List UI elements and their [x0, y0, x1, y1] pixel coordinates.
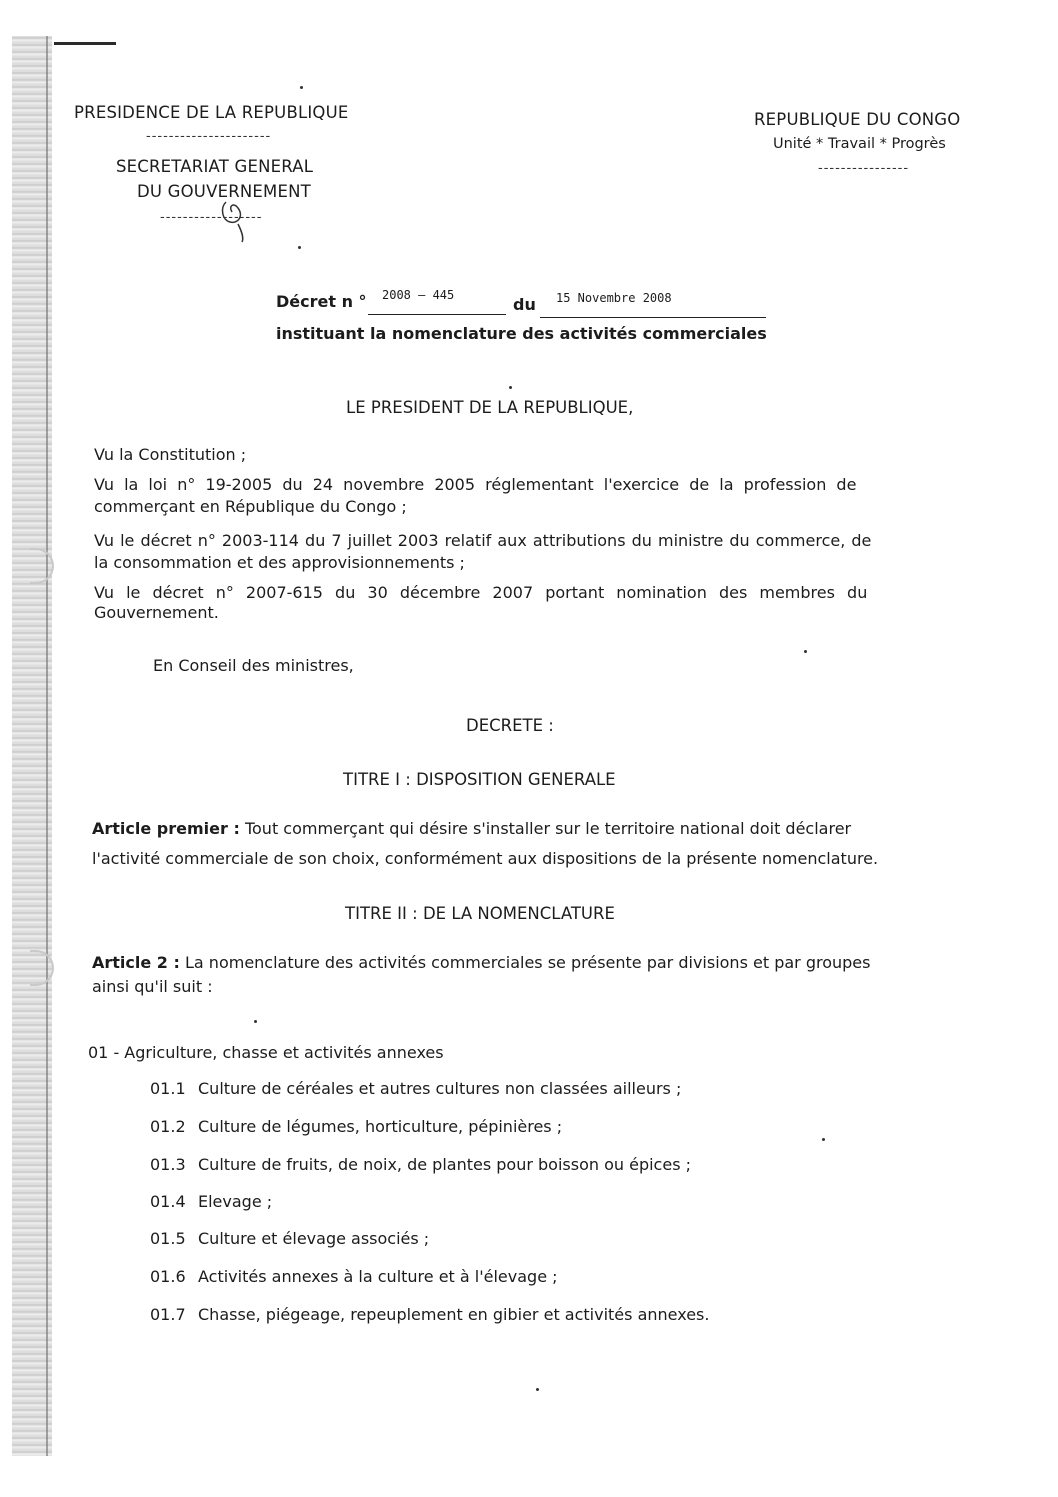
scan-speck: [254, 1020, 257, 1023]
presidence-title: PRESIDENCE DE LA REPUBLIQUE: [74, 103, 349, 122]
group-number: 01.5: [150, 1229, 186, 1248]
handwritten-mark: [218, 194, 258, 244]
scan-speck: [822, 1138, 825, 1141]
republique-title: REPUBLIQUE DU CONGO: [754, 110, 961, 129]
group-number: 01.4: [150, 1192, 186, 1211]
visa-line: commerçant en République du Congo ;: [94, 497, 407, 516]
visa-line: Vu le décret n° 2007-615 du 30 décembre 2007 portant nomination des membres du: [94, 583, 868, 602]
group-text: Activités annexes à la culture et à l'élevage ;: [198, 1267, 558, 1286]
national-motto: Unité * Travail * Progrès: [773, 136, 946, 152]
visa-line: la consommation et des approvisionnements ;: [94, 553, 465, 572]
secretariat-line1: SECRETARIAT GENERAL: [116, 157, 314, 176]
conseil-line: En Conseil des ministres,: [153, 656, 354, 675]
visa-line: Vu le décret n° 2003-114 du 7 juillet 2003 relatif aux attributions du ministre du commerce, de: [94, 531, 872, 550]
decree-number: 2008 – 445: [382, 288, 455, 302]
scan-speck: [298, 246, 301, 249]
group-item: [150, 1266, 558, 1287]
group-item: [150, 1116, 562, 1137]
visa-line: Vu la Constitution ;: [94, 445, 247, 464]
decree-number-underline: [368, 314, 506, 315]
article-1-line1: [92, 818, 851, 839]
group-text: Elevage ;: [198, 1192, 273, 1211]
president-heading: LE PRESIDENT DE LA REPUBLIQUE,: [346, 398, 634, 417]
scan-speck: [300, 86, 303, 89]
group-number: 01.3: [150, 1155, 186, 1174]
binding-edge: [46, 36, 48, 1456]
group-text: Culture de céréales et autres cultures non classées ailleurs ;: [198, 1079, 682, 1098]
article-2-line1: [92, 952, 870, 973]
decrete-heading: DECRETE :: [466, 716, 554, 735]
article-2-label: Article 2 :: [92, 953, 180, 972]
group-item: [150, 1154, 691, 1175]
group-item: [150, 1078, 681, 1099]
margin-mark: [54, 42, 116, 45]
visa-line: Vu la loi n° 19-2005 du 24 novembre 2005 réglementant l'exercice de la profession de: [94, 475, 857, 494]
decree-subject: instituant la nomenclature des activités commerciales: [276, 324, 767, 343]
group-text: Chasse, piégeage, repeuplement en gibier et activités annexes.: [198, 1305, 710, 1324]
decree-date: 15 Novembre 2008: [556, 291, 672, 305]
article-1-text: Tout commerçant qui désire s'installer sur le territoire national doit déclarer: [244, 819, 852, 838]
secretariat-line2: DU GOUVERNEMENT: [137, 182, 311, 201]
group-number: 01.7: [150, 1305, 186, 1324]
article-2-line2: ainsi qu'il suit :: [92, 977, 213, 996]
article-1-label: Article premier :: [92, 819, 240, 838]
separator: ----------------: [818, 161, 910, 176]
scan-speck: [509, 386, 512, 389]
group-text: Culture de légumes, horticulture, pépinières ;: [198, 1117, 563, 1136]
titre-2-heading: TITRE II : DE LA NOMENCLATURE: [345, 904, 615, 923]
separator: ------------------: [160, 210, 263, 225]
decree-date-underline: [540, 317, 766, 318]
titre-1-heading: TITRE I : DISPOSITION GENERALE: [343, 770, 616, 789]
decree-du: du: [513, 295, 536, 314]
article-2-text: La nomenclature des activités commerciales se présente par divisions et par groupes: [185, 953, 871, 972]
group-item: [150, 1304, 709, 1325]
division-heading: 01 - Agriculture, chasse et activités annexes: [88, 1043, 444, 1062]
group-text: Culture de fruits, de noix, de plantes pour boisson ou épices ;: [198, 1155, 692, 1174]
group-text: Culture et élevage associés ;: [198, 1229, 430, 1248]
group-number: 01.2: [150, 1117, 186, 1136]
article-1-line2: l'activité commerciale de son choix, conformément aux dispositions de la présente nomenclature.: [92, 849, 879, 868]
scan-speck: [804, 650, 807, 653]
group-number: 01.1: [150, 1079, 186, 1098]
group-item: [150, 1228, 429, 1249]
scan-speck: [536, 1388, 539, 1391]
group-item: [150, 1191, 272, 1212]
group-number: 01.6: [150, 1267, 186, 1286]
separator: ----------------------: [146, 129, 272, 144]
decree-prefix: Décret n °: [276, 292, 367, 311]
visa-line: Gouvernement.: [94, 603, 219, 622]
